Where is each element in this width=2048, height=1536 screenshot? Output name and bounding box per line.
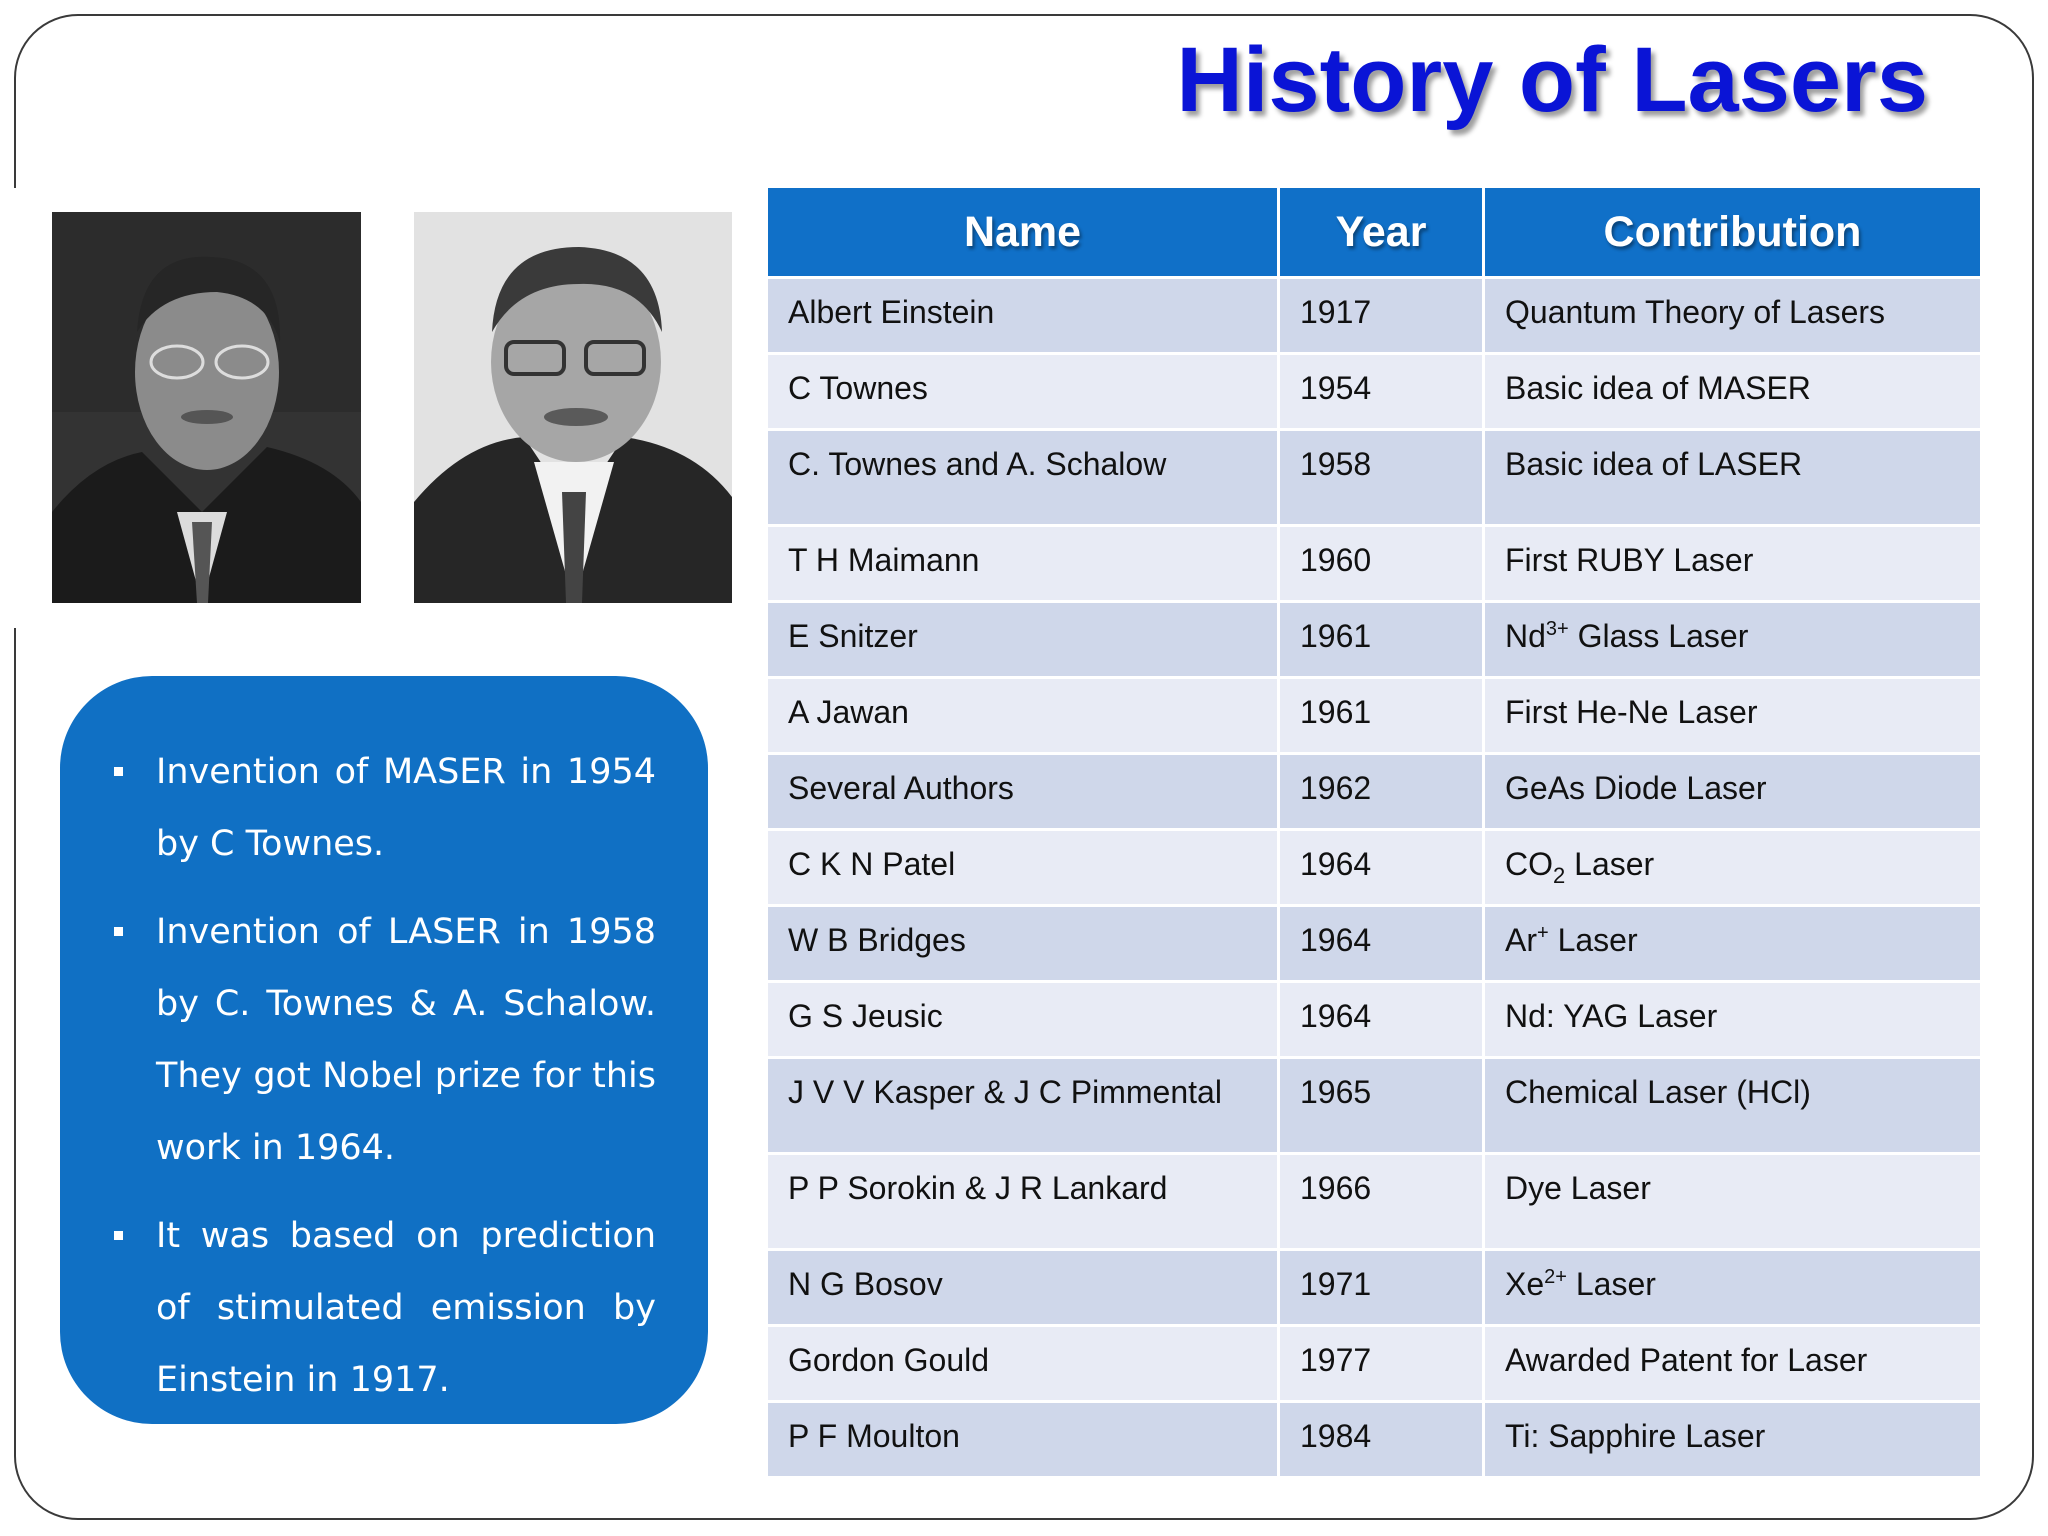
cell-name: Several Authors	[768, 755, 1280, 831]
table-row	[768, 1251, 1980, 1327]
cell-contribution: Nd: YAG Laser	[1485, 983, 1980, 1059]
contribution-text: Glass Laser	[1568, 618, 1749, 654]
table-row	[768, 1059, 1980, 1155]
cell-year: 1984	[1280, 1403, 1485, 1479]
cell-year: 1977	[1280, 1327, 1485, 1403]
contribution-text: Laser	[1565, 846, 1655, 882]
cell-contribution: First He-Ne Laser	[1485, 679, 1980, 755]
superscript: +	[1537, 922, 1549, 944]
laser-history-table	[768, 188, 1980, 1479]
table-row	[768, 527, 1980, 603]
column-header-contribution: Contribution	[1485, 188, 1980, 279]
table-row	[768, 431, 1980, 527]
cell-year: 1964	[1280, 907, 1485, 983]
table-row	[768, 1155, 1980, 1251]
cell-name: W B Bridges	[768, 907, 1280, 983]
contribution-text: Xe	[1505, 1266, 1545, 1302]
cell-year: 1954	[1280, 355, 1485, 431]
contribution-text: Laser	[1566, 1266, 1656, 1302]
table-row	[768, 1403, 1980, 1479]
cell-contribution: Ti: Sapphire Laser	[1485, 1403, 1980, 1479]
cell-name: N G Bosov	[768, 1251, 1280, 1327]
info-box	[60, 676, 708, 1424]
cell-name: G S Jeusic	[768, 983, 1280, 1059]
superscript: 3+	[1545, 618, 1569, 640]
cell-contribution: First RUBY Laser	[1485, 527, 1980, 603]
cell-contribution: Dye Laser	[1485, 1155, 1980, 1251]
cell-name: J V V Kasper & J C Pimmental	[768, 1059, 1280, 1155]
cell-name: P F Moulton	[768, 1403, 1280, 1479]
cell-year: 1964	[1280, 983, 1485, 1059]
table-row	[768, 755, 1980, 831]
cell-year: 1964	[1280, 831, 1485, 907]
table-row	[768, 1327, 1980, 1403]
contribution-text: Nd	[1505, 618, 1546, 654]
cell-name: E Snitzer	[768, 603, 1280, 679]
contribution-text: Ar	[1505, 922, 1537, 958]
column-header-name: Name	[768, 188, 1280, 279]
info-bullet: It was based on prediction of stimulated emission by Einstein in 1917.	[112, 1200, 656, 1416]
cell-name: P P Sorokin & J R Lankard	[768, 1155, 1280, 1251]
slide-title: History of Lasers	[1176, 29, 1928, 131]
info-bullet-list	[112, 736, 656, 1416]
cell-contribution	[1485, 1251, 1980, 1327]
cell-contribution: GeAs Diode Laser	[1485, 755, 1980, 831]
cell-contribution: Awarded Patent for Laser	[1485, 1327, 1980, 1403]
cell-year: 1917	[1280, 279, 1485, 355]
cell-year: 1971	[1280, 1251, 1485, 1327]
cell-name: C Townes	[768, 355, 1280, 431]
cell-name: Albert Einstein	[768, 279, 1280, 355]
cell-year: 1960	[1280, 527, 1485, 603]
cell-year: 1961	[1280, 603, 1485, 679]
portrait-photo-right	[414, 212, 732, 603]
table-row	[768, 679, 1980, 755]
cell-name: C. Townes and A. Schalow	[768, 431, 1280, 527]
cell-year: 1965	[1280, 1059, 1485, 1155]
cell-name: Gordon Gould	[768, 1327, 1280, 1403]
portrait-photo-left	[52, 212, 361, 603]
table-header-row	[768, 188, 1980, 279]
frame-gap	[10, 188, 20, 628]
cell-year: 1958	[1280, 431, 1485, 527]
cell-year: 1966	[1280, 1155, 1485, 1251]
table-row	[768, 831, 1980, 907]
cell-contribution	[1485, 831, 1980, 907]
cell-year: 1961	[1280, 679, 1485, 755]
contribution-text: CO	[1505, 846, 1553, 882]
cell-contribution: Basic idea of LASER	[1485, 431, 1980, 527]
cell-contribution: Basic idea of MASER	[1485, 355, 1980, 431]
cell-name: A Jawan	[768, 679, 1280, 755]
superscript: 2+	[1544, 1266, 1567, 1288]
contribution-text: Laser	[1548, 922, 1638, 958]
info-bullet: Invention of LASER in 1958 by C. Townes & A. Schalow. They got Nobel prize for this work in 1964.	[112, 896, 656, 1184]
cell-year: 1962	[1280, 755, 1485, 831]
subscript: 2	[1553, 863, 1566, 888]
cell-contribution: Quantum Theory of Lasers	[1485, 279, 1980, 355]
cell-name: T H Maimann	[768, 527, 1280, 603]
cell-name: C K N Patel	[768, 831, 1280, 907]
column-header-year: Year	[1280, 188, 1485, 279]
cell-contribution	[1485, 907, 1980, 983]
table-row	[768, 603, 1980, 679]
table-row	[768, 279, 1980, 355]
info-bullet: Invention of MASER in 1954 by C Townes.	[112, 736, 656, 880]
table-row	[768, 907, 1980, 983]
cell-contribution: Chemical Laser (HCl)	[1485, 1059, 1980, 1155]
cell-contribution	[1485, 603, 1980, 679]
table-row	[768, 983, 1980, 1059]
table-row	[768, 355, 1980, 431]
